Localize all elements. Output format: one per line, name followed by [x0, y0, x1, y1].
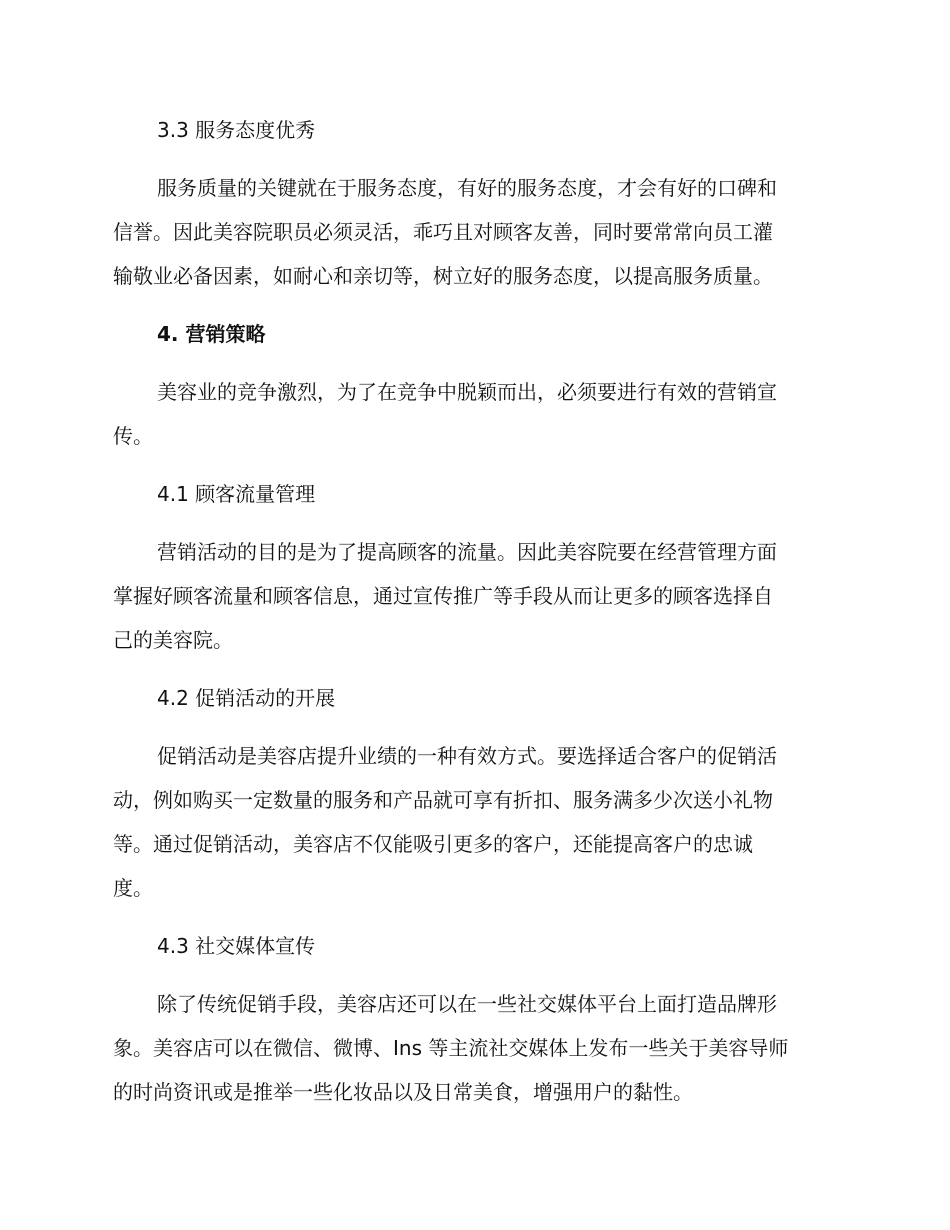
- paragraph-line: 信誉。因此美容院职员必须灵活，乖巧且对顾客友善，同时要常常向员工灌: [113, 220, 773, 244]
- paragraph-line: 美容业的竞争激烈，为了在竞争中脱颖而出，必须要进行有效的营销宣: [157, 380, 777, 404]
- section-heading-4-3: 4.3 社交媒体宣传: [157, 934, 316, 958]
- paragraph-line: 输敬业必备因素，如耐心和亲切等，树立好的服务态度，以提高服务质量。: [113, 264, 773, 288]
- paragraph-line: 除了传统促销手段，美容店还可以在一些社交媒体平台上面打造品牌形: [157, 992, 777, 1016]
- paragraph-line: 己的美容院。: [113, 628, 233, 652]
- paragraph-line: 度。: [113, 876, 153, 900]
- paragraph-line: 营销活动的目的是为了提高顾客的流量。因此美容院要在经营管理方面: [157, 540, 777, 564]
- paragraph-line: 动，例如购买一定数量的服务和产品就可享有折扣、服务满多少次送小礼物: [113, 788, 773, 812]
- section-heading-3-3: 3.3 服务态度优秀: [157, 118, 316, 142]
- section-heading-4: 4. 营销策略: [157, 322, 266, 346]
- paragraph-line: 的时尚资讯或是推举一些化妆品以及日常美食，增强用户的黏性。: [113, 1080, 693, 1104]
- paragraph-line: 掌握好顾客流量和顾客信息，通过宣传推广等手段从而让更多的顾客选择自: [113, 584, 773, 608]
- paragraph-line: 服务质量的关键就在于服务态度，有好的服务态度，才会有好的口碑和: [157, 176, 777, 200]
- paragraph-line: 促销活动是美容店提升业绩的一种有效方式。要选择适合客户的促销活: [157, 744, 777, 768]
- paragraph-line: 传。: [113, 424, 153, 448]
- paragraph-line: 象。美容店可以在微信、微博、Ins 等主流社交媒体上发布一些关于美容导师: [113, 1036, 789, 1060]
- paragraph-line: 等。通过促销活动，美容店不仅能吸引更多的客户，还能提高客户的忠诚: [113, 832, 753, 856]
- section-heading-4-1: 4.1 顾客流量管理: [157, 482, 316, 506]
- section-heading-4-2: 4.2 促销活动的开展: [157, 686, 336, 710]
